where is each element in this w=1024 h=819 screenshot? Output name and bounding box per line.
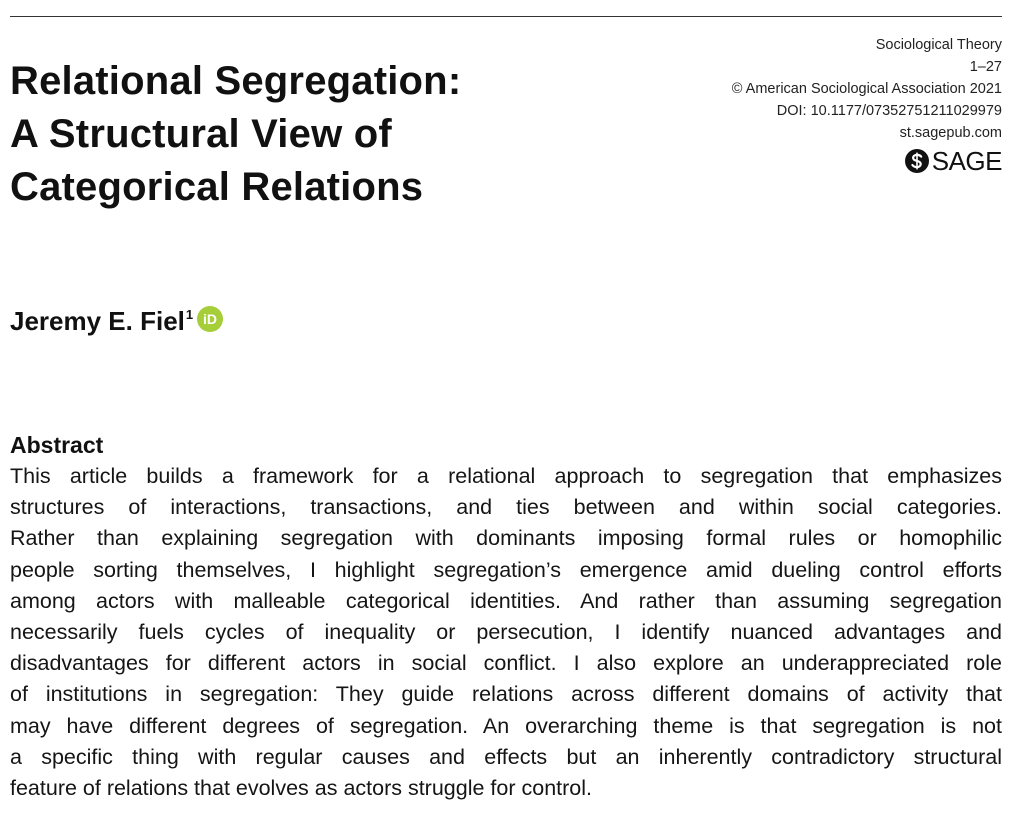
- article-title-line: A Structural View of: [10, 112, 392, 156]
- publisher-logo: [904, 146, 1002, 176]
- journal-pages: 1–27: [969, 59, 1002, 75]
- journal-name: Sociological Theory: [875, 37, 1002, 53]
- orcid-label: iD: [203, 311, 218, 328]
- orcid-icon[interactable]: [196, 305, 224, 341]
- abstract-text: [10, 461, 1002, 804]
- author-line: [10, 304, 224, 341]
- article-title: [10, 55, 630, 214]
- journal-info: [582, 34, 1002, 144]
- sage-logo-text: SAGE: [931, 146, 1002, 176]
- abstract-line: structures of interactions, transactions, and ties between and within social categories.: [10, 495, 1002, 520]
- abstract-line: may have different degrees of segregation. An overarching theme is that segregation is not: [10, 713, 1002, 738]
- abstract-line: This article builds a framework for a relational approach to segregation that emphasizes: [10, 464, 1002, 488]
- top-rule: [10, 16, 1002, 17]
- abstract-heading: Abstract: [10, 432, 104, 458]
- abstract-line: disadvantages for different actors in social conflict. I also explore an underappreciated role: [10, 651, 1002, 676]
- journal-website[interactable]: st.sagepub.com: [899, 125, 1002, 141]
- article-title-line: Categorical Relations: [10, 165, 424, 209]
- affiliation-marker[interactable]: 1: [185, 307, 194, 322]
- abstract-line: of institutions in segregation: They guide relations across different domains of activity that: [10, 682, 1002, 707]
- abstract-line: necessarily fuels cycles of inequality or persecution, I identify nuanced advantages and: [10, 620, 1002, 645]
- abstract-line: people sorting themselves, I highlight segregation’s emergence amid dueling control efforts: [10, 557, 1002, 582]
- abstract-line: Rather than explaining segregation with dominants imposing formal rules or homophilic: [10, 526, 1002, 551]
- abstract-line: among actors with malleable categorical identities. And rather than assuming segregation: [10, 588, 1002, 613]
- abstract-line: a specific thing with regular causes and effects but an inherently contradictory structural: [10, 744, 1002, 769]
- abstract-line: feature of relations that evolves as actors struggle for control.: [10, 776, 592, 801]
- journal-copyright: © American Sociological Association 2021: [731, 81, 1002, 97]
- sage-s-circle-icon: [904, 148, 930, 174]
- article-title-line: Relational Segregation:: [10, 59, 462, 103]
- author-name: Jeremy E. Fiel: [10, 306, 185, 336]
- journal-doi[interactable]: DOI: 10.1177/07352751211029979: [776, 103, 1002, 119]
